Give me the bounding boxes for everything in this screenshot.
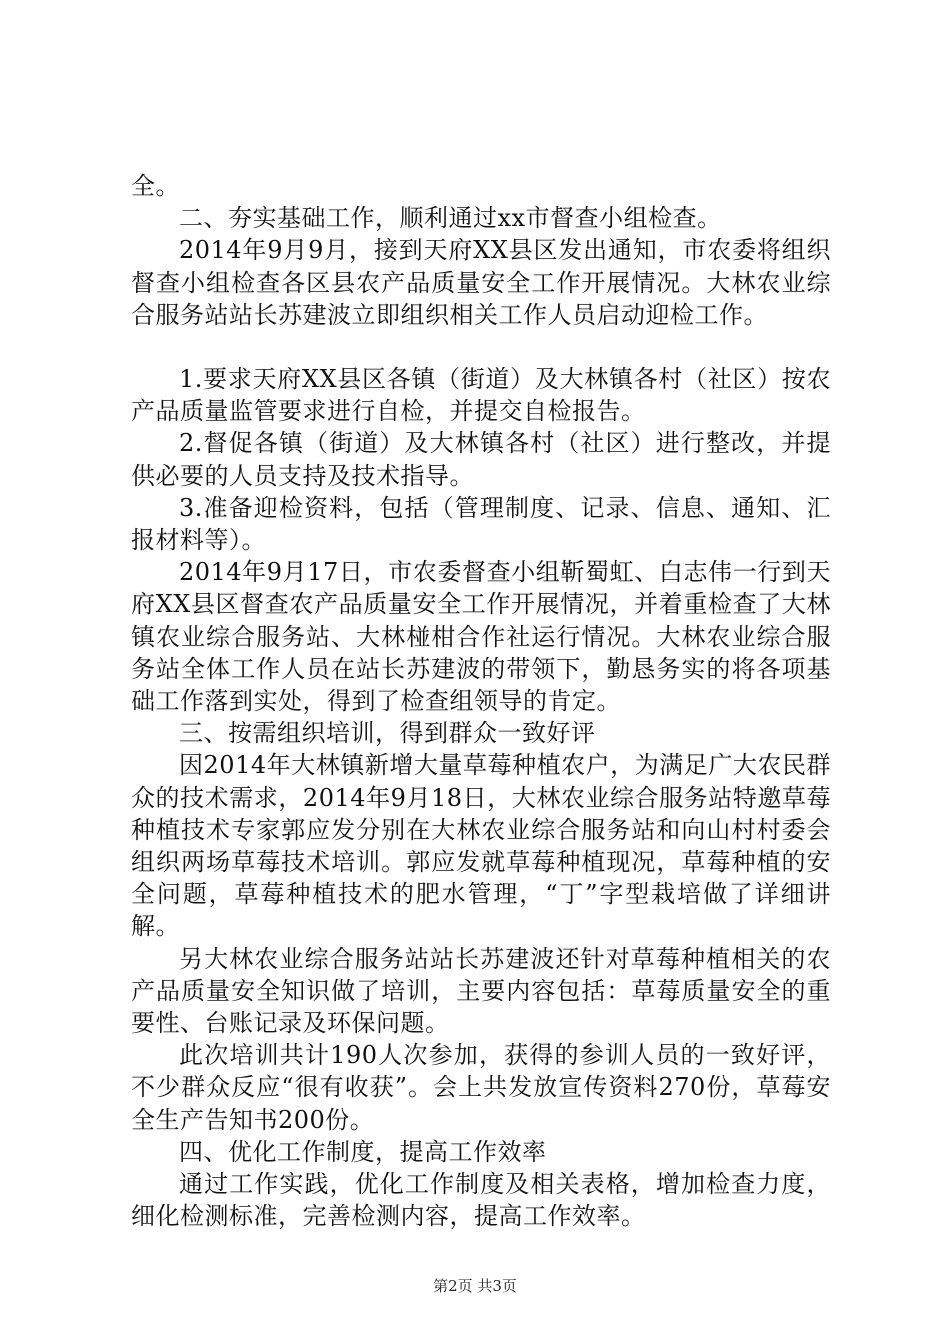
section-heading-2: 二、夯实基础工作，顺利通过xx市督查小组检查。 [179,204,722,233]
paragraph: 通过工作实践，优化工作制度及相关表格，增加检查力度，细化检测标准，完善检测内容，提高工作效率。 [131,1170,831,1231]
paragraph: 此次培训共计190人次参加，获得的参训人员的一致好评，不少群众反应“很有收获”。会上共发放宣传资料270份，草莓安全生产告知书200份。 [131,1041,831,1134]
list-item: 3.准备迎检资料，包括（管理制度、记录、信息、通知、汇报材料等）。 [131,493,831,555]
paragraph-continuation: 全。 [131,172,180,200]
section-heading-4: 四、优化工作制度，提高工作效率 [179,1137,547,1166]
list-item: 2.督促各镇（街道）及大林镇各村（社区）进行整改，并提供必要的人员支持及技术指导。 [131,429,831,490]
document-body [131,170,831,1233]
paragraph: 另大林农业综合服务站站长苏建波还针对草莓种植相关的农产品质量安全知识做了培训，主要内容包括：草莓质量安全的重要性、台账记录及环保问题。 [131,944,831,1038]
section-heading-3: 三、按需组织培训，得到群众一致好评 [179,719,596,748]
paragraph: 2014年9月9月，接到天府XX县区发出通知，市农委将组织督查小组检查各区县农产品质量安全工作开展情况。大林农业综合服务站站长苏建波立即组织相关工作人员启动迎检工作。 [131,236,831,329]
paragraph: 2014年9月17日，市农委督查小组靳蜀虹、白志伟一行到天府XX县区督查农产品质量安全工作开展情况，并着重检查了大林镇农业综合服务站、大林椪柑合作社运行情况。大林农业综合服务站全体工作人员在站长苏建波的带领下，勤恳务实的将各项基础工作落到实处，得到了检查组领导的肯定。 [131,558,831,716]
page-number-footer: 第2页 共3页 [433,1277,517,1295]
paragraph-spacer [131,331,831,363]
list-item: 1.要求天府XX县区各镇（街道）及大林镇各村（社区）按农产品质量监管要求进行自检，并提交自检报告。 [131,365,831,426]
paragraph: 因2014年大林镇新增大量草莓种植农户，为满足广大农民群众的技术需求，2014年9月18日，大林农业综合服务站特邀草莓种植技术专家郭应发分别在大林农业综合服务站和向山村村委会组织两场草莓技术培训。郭应发就草莓种植现况，草莓种植的安全问题，草莓种植技术的肥水管理，“丁”字型栽培做了详细讲解。 [131,751,831,941]
